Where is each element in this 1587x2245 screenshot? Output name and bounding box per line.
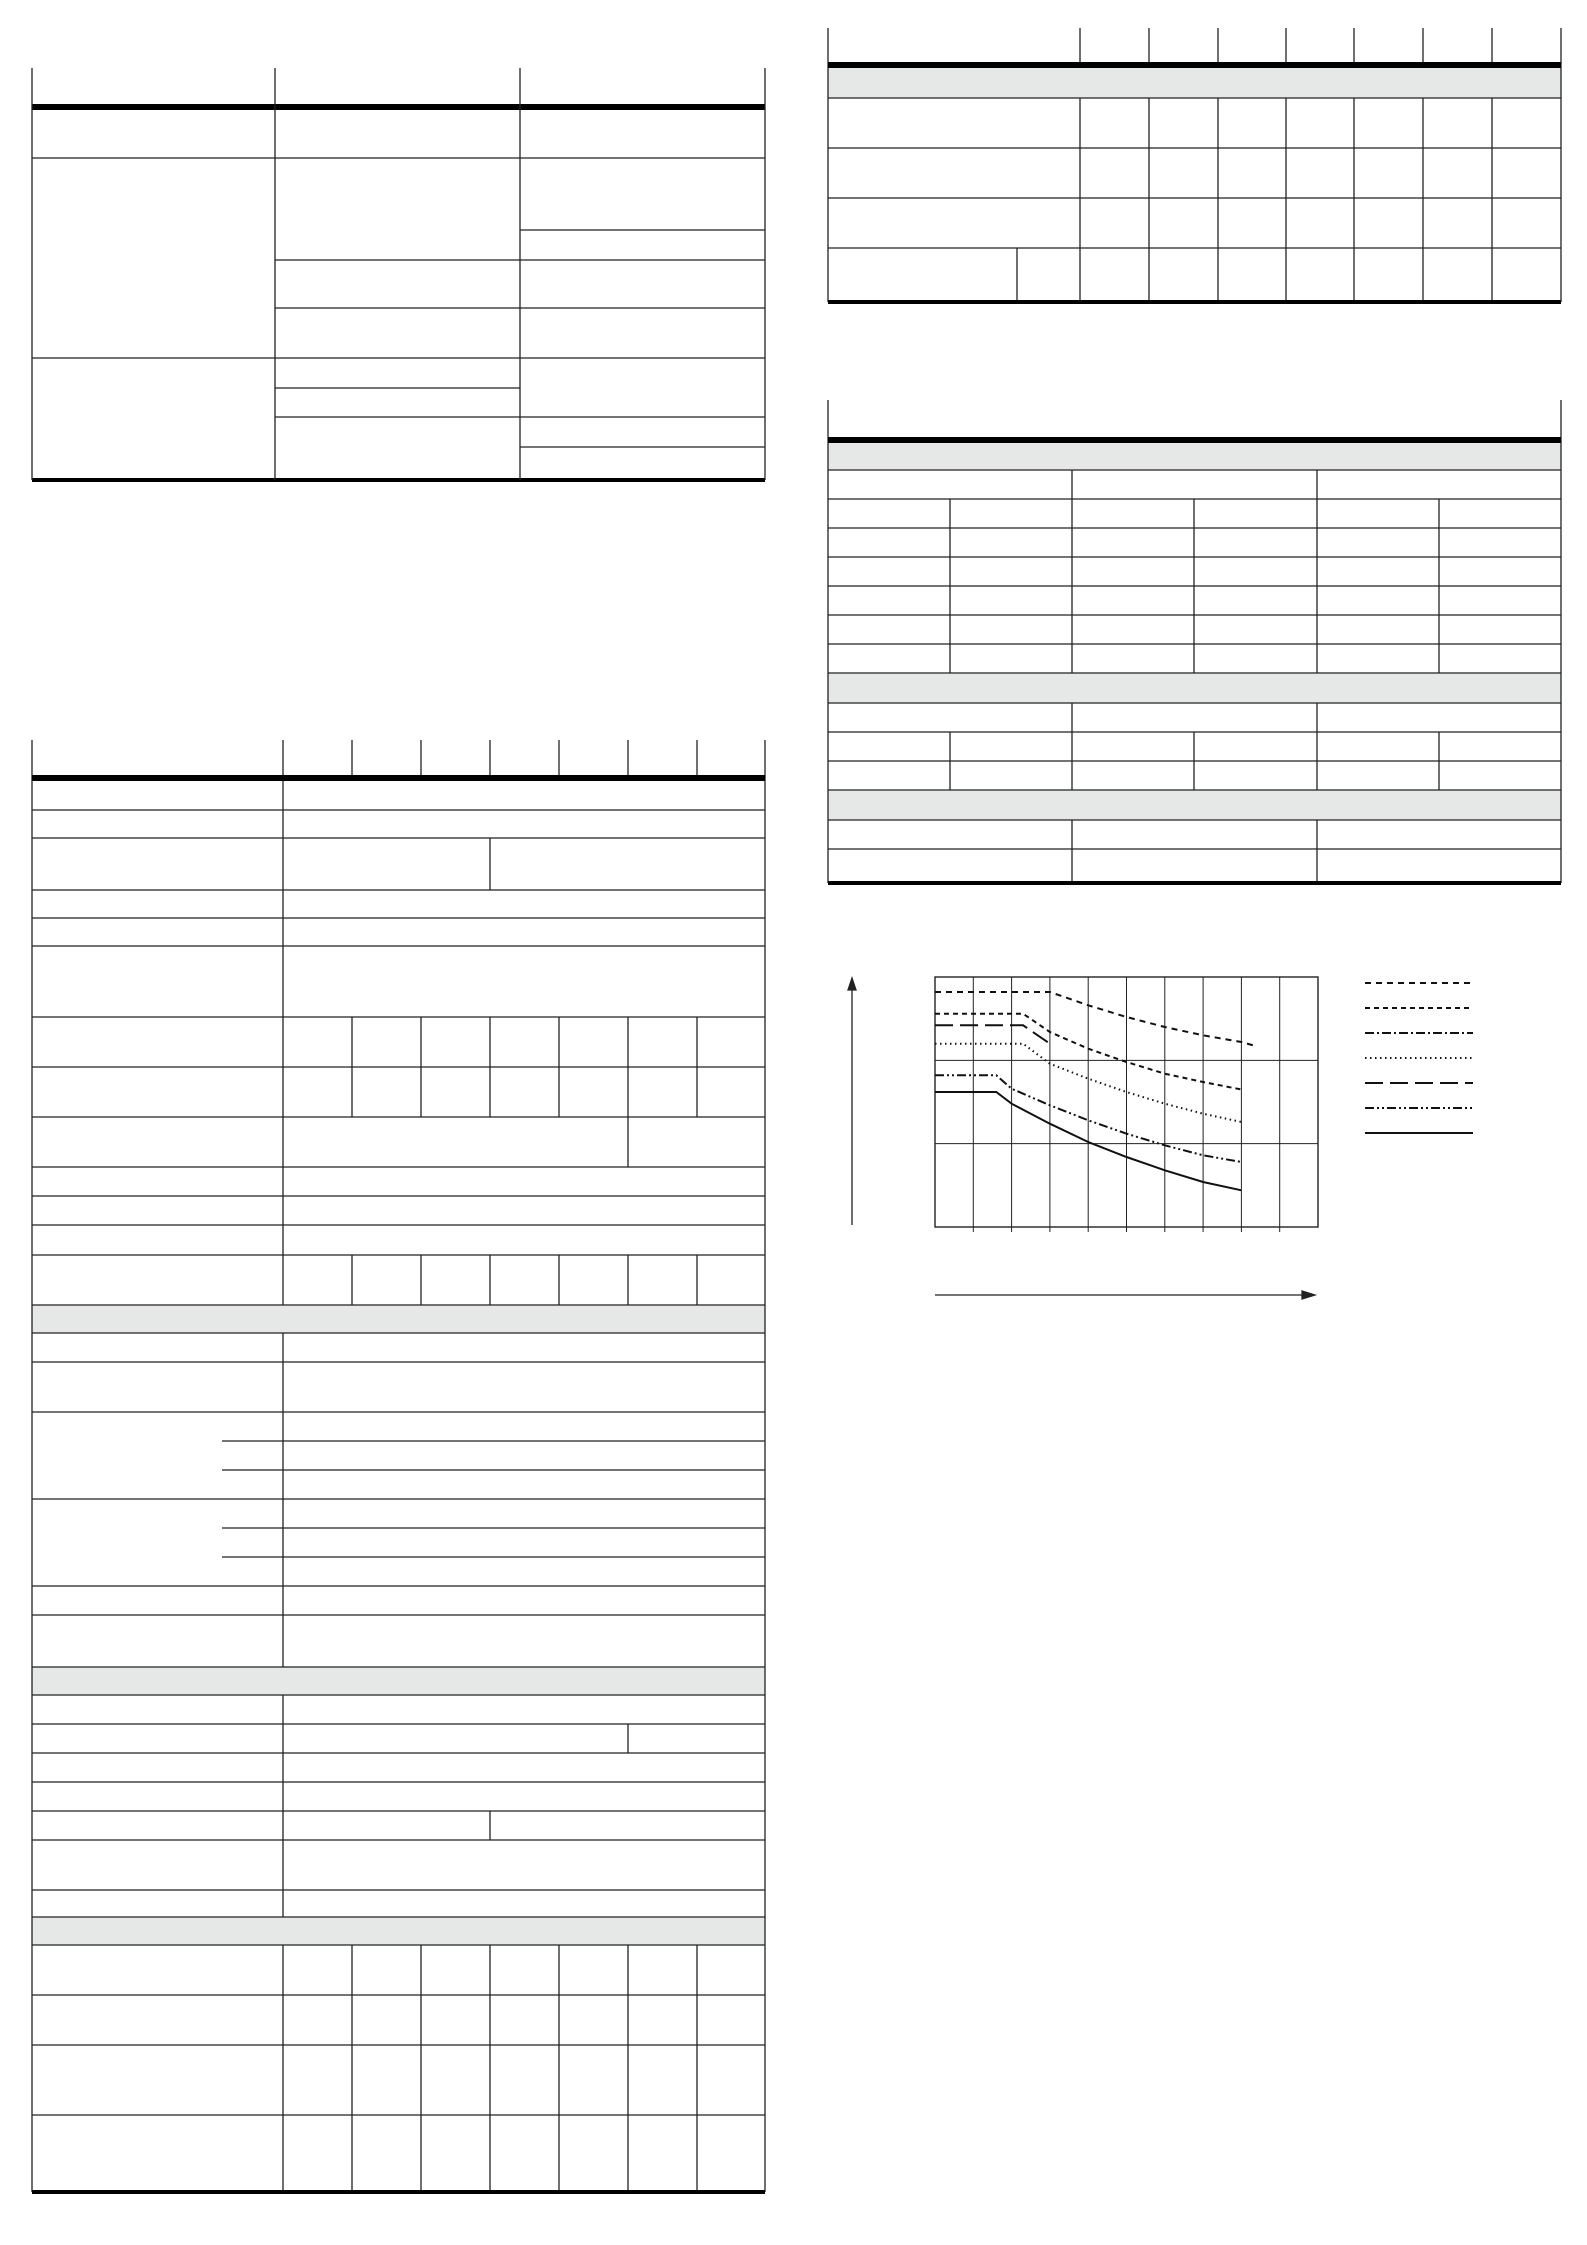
chart-x-axis-arrow [935,1291,1315,1299]
chart-legend [1365,983,1473,1133]
table-1 [32,68,765,480]
chart-y-axis-arrow [848,978,856,1225]
table-2-section-shades [32,1305,765,1945]
chart-series-line-1 [935,992,1253,1045]
table-4 [828,400,1561,883]
table-3 [828,28,1561,302]
table-2 [32,740,765,2192]
chart-series-group [935,992,1253,1190]
chart-series-line-3 [935,1025,1050,1043]
derating-chart [848,977,1473,1299]
chart-grid [935,977,1318,1232]
table-3-section-shade [828,65,1561,98]
